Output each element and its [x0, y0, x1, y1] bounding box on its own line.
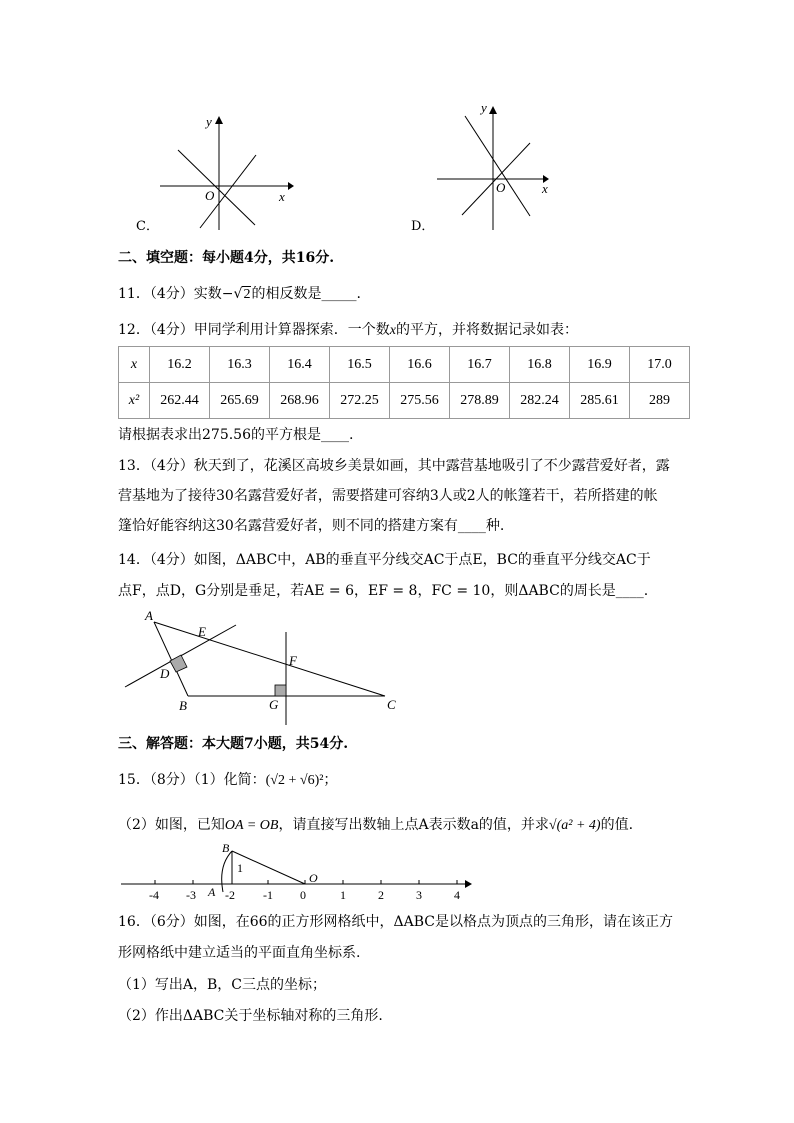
- table-cell: 262.44: [150, 383, 210, 419]
- right-angle-G: [275, 685, 286, 696]
- label-B: B: [222, 841, 230, 855]
- number-axis-arrow: [465, 880, 472, 888]
- label-F: F: [289, 653, 297, 668]
- table-cell: 16.8: [510, 347, 570, 383]
- q15-part2-eq: OA = OB: [224, 818, 279, 833]
- graph-option-d: [405, 98, 565, 235]
- table-header-x: x: [119, 347, 150, 383]
- q13-line3: 篷恰好能容纳这30名露营爱好者，则不同的搭建方案有____种.: [118, 518, 505, 534]
- table-cell: 272.25: [330, 383, 390, 419]
- table-cell: 285.61: [570, 383, 630, 419]
- line-1: [178, 150, 255, 225]
- side-AC: [154, 622, 385, 696]
- triangle-figure: [118, 605, 418, 725]
- x-label: x: [279, 189, 285, 204]
- label-D: D: [160, 666, 170, 681]
- option-c-label: C．: [136, 219, 159, 234]
- table-cell: 16.6: [390, 347, 450, 383]
- tick-label: -3: [186, 888, 196, 902]
- table-cell: 278.89: [450, 383, 510, 419]
- q16-line1: 16．（6分）如图，在66的正方形网格纸中，ΔABC是以格点为顶点的三角形，请在该正方: [118, 914, 674, 930]
- label-A: A: [208, 885, 216, 899]
- number-line-figure: [118, 838, 478, 903]
- q14-line2: 点F，点D，G分别是垂足，若AE = 6，EF = 8，FC = 10，则ΔABC的周长是____.: [118, 583, 649, 599]
- table-cell: 16.9: [570, 347, 630, 383]
- q15-part2: [118, 815, 633, 836]
- tick-label: 1: [340, 888, 346, 902]
- q11-neg: −: [221, 286, 234, 302]
- q15-part1-pre: 15．（8分）（1）化简：: [118, 772, 266, 788]
- arc-B-to-A: [222, 851, 232, 892]
- table-cell: 282.24: [510, 383, 570, 419]
- table-cell: 16.5: [330, 347, 390, 383]
- label-C: C: [387, 697, 396, 712]
- table-cell: 268.96: [270, 383, 330, 419]
- table-cell: 275.56: [390, 383, 450, 419]
- q11-post: 的相反数是_____.: [251, 286, 361, 302]
- tick-label: 0: [300, 888, 306, 902]
- label-one: 1: [237, 861, 243, 875]
- table-cell: 265.69: [210, 383, 270, 419]
- table-cell: 16.3: [210, 347, 270, 383]
- section3-title: 三、解答题：本大题7小题，共54分.: [118, 736, 349, 752]
- table-cell: 17.0: [630, 347, 690, 383]
- y-axis-arrow: [489, 106, 497, 114]
- table-row-x2: [119, 383, 690, 419]
- q16-part2: （2）作出ΔABC关于坐标轴对称的三角形.: [118, 1008, 383, 1024]
- y-label: y: [206, 114, 212, 129]
- q15-part2-expr: √(a² + 4): [548, 818, 601, 833]
- table-header-x2: x²: [119, 383, 150, 419]
- option-d-label: D．: [411, 219, 435, 234]
- q16-part1: （1）写出A，B，C三点的坐标；: [118, 977, 327, 993]
- square-table: [118, 346, 690, 419]
- q15-part1: [118, 770, 337, 791]
- q11-sqrt: √ 2: [233, 286, 251, 302]
- tick-label: 3: [416, 888, 422, 902]
- q15-part2-mid: ，请直接写出数轴上点A表示数a的值，并求: [278, 817, 549, 833]
- q12-text-a: 12．（4分）甲同学利用计算器探索．一个数: [118, 322, 390, 338]
- q11: [118, 284, 361, 305]
- section2-title: 二、填空题：每小题4分，共16分.: [118, 250, 335, 266]
- label-G: G: [269, 697, 279, 712]
- q12-var: x: [389, 323, 396, 338]
- y-label: y: [481, 100, 487, 115]
- label-O: O: [309, 871, 318, 885]
- graph-option-c: [130, 110, 300, 235]
- q15-part2-pre: （2）如图，已知: [118, 817, 225, 833]
- q13-line1: 13．（4分）秋天到了，花溪区高坡乡美景如画，其中露营基地吸引了不少露营爱好者，露: [118, 458, 670, 474]
- table-cell: 16.4: [270, 347, 330, 383]
- table-row-x: [119, 347, 690, 383]
- x-axis-arrow: [288, 182, 294, 190]
- q12-text: [118, 320, 578, 341]
- table-cell: 289: [630, 383, 690, 419]
- q11-pre: 11．（4分）实数: [118, 286, 222, 302]
- right-angle-D: [170, 655, 187, 672]
- origin-label: O: [496, 180, 506, 195]
- tick-label: 4: [454, 888, 460, 902]
- table-cell: 16.7: [450, 347, 510, 383]
- q16-line2: 形网格纸中建立适当的平面直角坐标系.: [118, 945, 361, 961]
- origin-label: O: [205, 188, 215, 203]
- label-E: E: [198, 624, 206, 639]
- tick-label: 2: [378, 888, 384, 902]
- label-A: A: [145, 608, 153, 623]
- label-B: B: [179, 698, 187, 713]
- q14-line1: 14．（4分）如图，ΔABC中，AB的垂直平分线交AC于点E，BC的垂直平分线交AC于: [118, 552, 651, 568]
- tick-label: -4: [149, 888, 159, 902]
- tick-label: -2: [225, 888, 235, 902]
- table-cell: 16.2: [150, 347, 210, 383]
- x-label: x: [542, 181, 548, 196]
- q11-radicand: 2: [243, 287, 251, 302]
- q12-question: 请根据表求出275.56的平方根是____.: [118, 427, 354, 443]
- tick-label: -1: [263, 888, 273, 902]
- q12-text-b: 的平方，并将数据记录如表：: [395, 322, 578, 338]
- q15-part1-expr: (√2 + √6)²；: [265, 773, 338, 788]
- q13-line2: 营基地为了接待30名露营爱好者，需要搭建可容纳3人或2人的帐篷若干，若所搭建的帐: [118, 488, 658, 504]
- q15-part2-post: 的值.: [600, 817, 634, 833]
- y-axis-arrow: [215, 116, 223, 124]
